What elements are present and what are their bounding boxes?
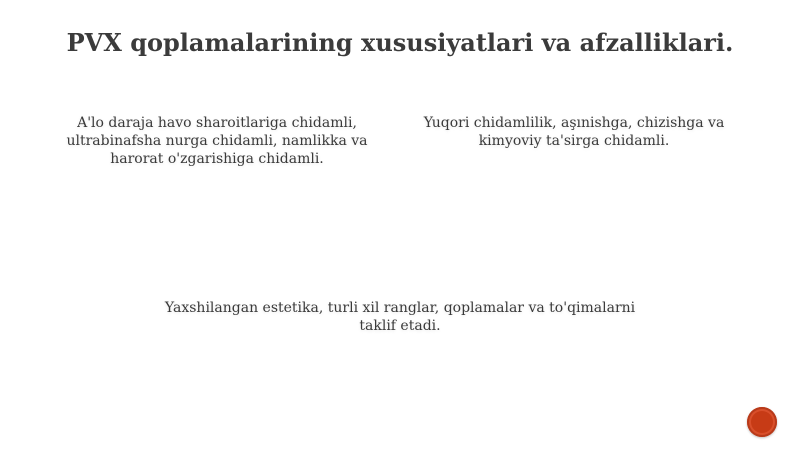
- circle-nav-icon[interactable]: [747, 407, 777, 437]
- slide-title: PVX qoplamalarining xususiyatlari va afzalliklari.: [66, 28, 734, 57]
- text-block-weather-resistance: A'lo daraja havo sharoitlariga chidamli, ultrabinafsha nurga chidamli, namlikka va harorat o'zgarishiga chidamli.: [66, 115, 368, 167]
- text-block-aesthetics: Yaxshilangan estetika, turli xil ranglar, qoplamalar va to'qimalarni taklif etadi.: [164, 300, 636, 334]
- text-block-durability: Yuqori chidamlilik, aşınishga, chizishga va kimyoviy ta'sirga chidamli.: [423, 115, 725, 149]
